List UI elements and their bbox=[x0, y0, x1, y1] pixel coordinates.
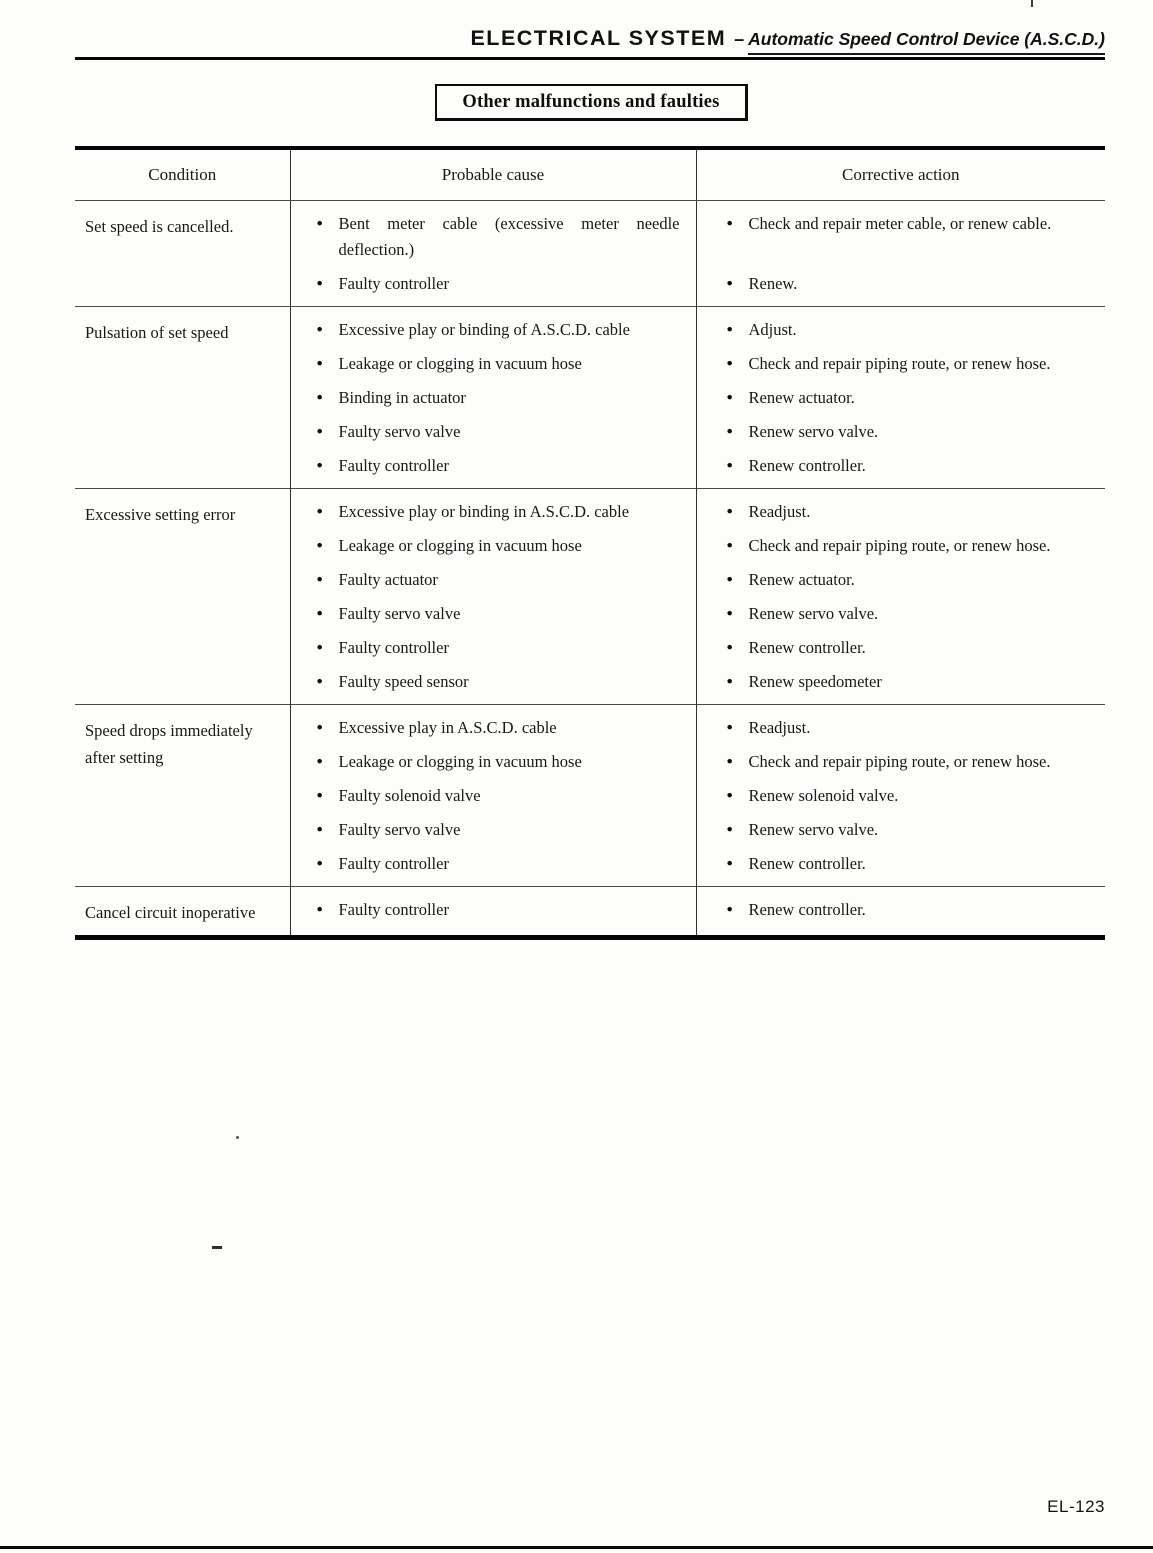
cause-text: Leakage or clogging in vacuum hose bbox=[338, 354, 582, 373]
malfunction-table bbox=[75, 146, 1105, 940]
bullet-icon: ● bbox=[316, 358, 323, 369]
scan-artifact bbox=[1031, 0, 1033, 7]
bullet-icon: ● bbox=[726, 218, 733, 229]
bullet-icon: ● bbox=[726, 756, 733, 767]
action-cell bbox=[696, 450, 1105, 489]
condition-cell: Excessive setting error bbox=[75, 489, 290, 705]
action-cell bbox=[696, 814, 1105, 848]
action-cell bbox=[696, 201, 1105, 269]
action-cell bbox=[696, 489, 1105, 531]
cause-text: Faulty servo valve bbox=[338, 604, 461, 623]
cause-text: Excessive play in A.S.C.D. cable bbox=[338, 718, 557, 737]
bullet-icon: ● bbox=[316, 574, 323, 585]
table-row bbox=[75, 307, 1105, 349]
bullet-icon: ● bbox=[726, 676, 733, 687]
column-header-corrective-action: Corrective action bbox=[696, 148, 1105, 201]
action-text: Renew solenoid valve. bbox=[748, 786, 899, 805]
page-title: ELECTRICAL SYSTEM bbox=[470, 26, 727, 50]
bullet-icon: ● bbox=[316, 756, 323, 767]
cause-text: Excessive play or binding in A.S.C.D. cable bbox=[338, 502, 630, 521]
action-cell bbox=[696, 348, 1105, 382]
cause-cell bbox=[290, 848, 696, 887]
cause-cell bbox=[290, 348, 696, 382]
bullet-icon: ● bbox=[726, 642, 733, 653]
bullet-icon: ● bbox=[726, 574, 733, 585]
cause-cell bbox=[290, 564, 696, 598]
cause-text: Leakage or clogging in vacuum hose bbox=[338, 752, 582, 771]
action-cell bbox=[696, 268, 1105, 307]
table-row bbox=[75, 201, 1105, 269]
bullet-icon: ● bbox=[726, 460, 733, 471]
action-text: Renew controller. bbox=[748, 638, 866, 657]
cause-text: Faulty controller bbox=[338, 456, 449, 475]
section-title: Other malfunctions and faulties bbox=[462, 91, 720, 112]
cause-cell bbox=[290, 382, 696, 416]
cause-cell bbox=[290, 632, 696, 666]
cause-cell bbox=[290, 814, 696, 848]
action-cell bbox=[696, 382, 1105, 416]
bullet-icon: ● bbox=[316, 540, 323, 551]
cause-text: Faulty controller bbox=[338, 638, 449, 657]
action-text: Renew servo valve. bbox=[748, 820, 879, 839]
condition-cell: Speed drops immediately after setting bbox=[75, 705, 290, 887]
action-text: Adjust. bbox=[748, 320, 797, 339]
bullet-icon: ● bbox=[316, 858, 323, 869]
action-text: Renew controller. bbox=[748, 900, 866, 919]
cause-cell bbox=[290, 598, 696, 632]
bullet-icon: ● bbox=[316, 426, 323, 437]
action-text: Check and repair piping route, or renew hose. bbox=[748, 752, 1051, 771]
cause-text: Leakage or clogging in vacuum hose bbox=[338, 536, 582, 555]
cause-text: Faulty actuator bbox=[338, 570, 438, 589]
action-cell bbox=[696, 632, 1105, 666]
action-text: Readjust. bbox=[748, 502, 811, 521]
scan-artifact bbox=[212, 1246, 222, 1249]
bullet-icon: ● bbox=[726, 324, 733, 335]
condition-cell: Pulsation of set speed bbox=[75, 307, 290, 489]
bottom-rule bbox=[0, 1546, 1153, 1549]
cause-text: Faulty solenoid valve bbox=[338, 786, 481, 805]
bullet-icon: ● bbox=[316, 642, 323, 653]
cause-cell bbox=[290, 746, 696, 780]
page-subtitle: Automatic Speed Control Device (A.S.C.D.) bbox=[748, 29, 1105, 55]
bullet-icon: ● bbox=[316, 676, 323, 687]
action-cell bbox=[696, 705, 1105, 747]
action-cell bbox=[696, 598, 1105, 632]
bullet-icon: ● bbox=[726, 858, 733, 869]
bullet-icon: ● bbox=[726, 722, 733, 733]
header-rule bbox=[75, 57, 1105, 60]
action-cell bbox=[696, 848, 1105, 887]
cause-cell bbox=[290, 705, 696, 747]
cause-text: Bent meter cable (excessive meter needle deflection.) bbox=[338, 214, 680, 259]
cause-cell bbox=[290, 201, 696, 269]
action-cell bbox=[696, 564, 1105, 598]
action-cell bbox=[696, 746, 1105, 780]
bullet-icon: ● bbox=[726, 278, 733, 289]
bullet-icon: ● bbox=[726, 392, 733, 403]
cause-cell bbox=[290, 666, 696, 705]
table-row bbox=[75, 705, 1105, 747]
bullet-icon: ● bbox=[726, 540, 733, 551]
cause-cell bbox=[290, 268, 696, 307]
action-cell bbox=[696, 307, 1105, 349]
cause-text: Faulty controller bbox=[338, 854, 449, 873]
bullet-icon: ● bbox=[316, 608, 323, 619]
action-cell bbox=[696, 780, 1105, 814]
cause-text: Faulty controller bbox=[338, 274, 449, 293]
action-text: Renew speedometer bbox=[748, 672, 882, 691]
cause-cell bbox=[290, 780, 696, 814]
action-cell bbox=[696, 416, 1105, 450]
table-header-row bbox=[75, 148, 1105, 201]
cause-cell bbox=[290, 307, 696, 349]
cause-text: Faulty servo valve bbox=[338, 422, 461, 441]
action-text: Renew actuator. bbox=[748, 570, 855, 589]
action-text: Renew actuator. bbox=[748, 388, 855, 407]
scan-artifact bbox=[236, 1136, 239, 1139]
cause-text: Faulty servo valve bbox=[338, 820, 461, 839]
cause-text: Binding in actuator bbox=[338, 388, 466, 407]
action-text: Renew controller. bbox=[748, 456, 866, 475]
bullet-icon: ● bbox=[316, 218, 323, 229]
section-title-box bbox=[435, 84, 748, 121]
bullet-icon: ● bbox=[316, 722, 323, 733]
cause-cell bbox=[290, 450, 696, 489]
bullet-icon: ● bbox=[726, 506, 733, 517]
bullet-icon: ● bbox=[316, 392, 323, 403]
bullet-icon: ● bbox=[316, 790, 323, 801]
header-separator: – bbox=[734, 29, 745, 49]
table-row bbox=[75, 887, 1105, 938]
page-number: EL-123 bbox=[1047, 1497, 1105, 1516]
cause-text: Excessive play or binding of A.S.C.D. cable bbox=[338, 320, 630, 339]
action-text: Readjust. bbox=[748, 718, 811, 737]
column-header-condition: Condition bbox=[75, 148, 290, 201]
bullet-icon: ● bbox=[316, 324, 323, 335]
action-cell bbox=[696, 530, 1105, 564]
action-text: Check and repair piping route, or renew hose. bbox=[748, 354, 1051, 373]
action-cell bbox=[696, 666, 1105, 705]
cause-cell bbox=[290, 416, 696, 450]
action-text: Renew. bbox=[748, 274, 798, 293]
bullet-icon: ● bbox=[726, 824, 733, 835]
cause-cell bbox=[290, 489, 696, 531]
condition-cell: Cancel circuit inoperative bbox=[75, 887, 290, 938]
column-header-probable-cause: Probable cause bbox=[290, 148, 696, 201]
cause-cell bbox=[290, 530, 696, 564]
bullet-icon: ● bbox=[316, 506, 323, 517]
bullet-icon: ● bbox=[316, 904, 323, 915]
cause-text: Faulty controller bbox=[338, 900, 449, 919]
bullet-icon: ● bbox=[726, 358, 733, 369]
condition-cell: Set speed is cancelled. bbox=[75, 201, 290, 307]
cause-text: Faulty speed sensor bbox=[338, 672, 469, 691]
page-header bbox=[470, 26, 1105, 51]
action-cell bbox=[696, 887, 1105, 938]
action-text: Check and repair piping route, or renew hose. bbox=[748, 536, 1051, 555]
bullet-icon: ● bbox=[316, 460, 323, 471]
action-text: Renew servo valve. bbox=[748, 604, 879, 623]
action-text: Check and repair meter cable, or renew cable. bbox=[748, 214, 1052, 233]
action-text: Renew controller. bbox=[748, 854, 866, 873]
table-row bbox=[75, 489, 1105, 531]
bullet-icon: ● bbox=[316, 278, 323, 289]
bullet-icon: ● bbox=[726, 790, 733, 801]
bullet-icon: ● bbox=[726, 904, 733, 915]
action-text: Renew servo valve. bbox=[748, 422, 879, 441]
bullet-icon: ● bbox=[726, 608, 733, 619]
cause-cell bbox=[290, 887, 696, 938]
bullet-icon: ● bbox=[726, 426, 733, 437]
bullet-icon: ● bbox=[316, 824, 323, 835]
